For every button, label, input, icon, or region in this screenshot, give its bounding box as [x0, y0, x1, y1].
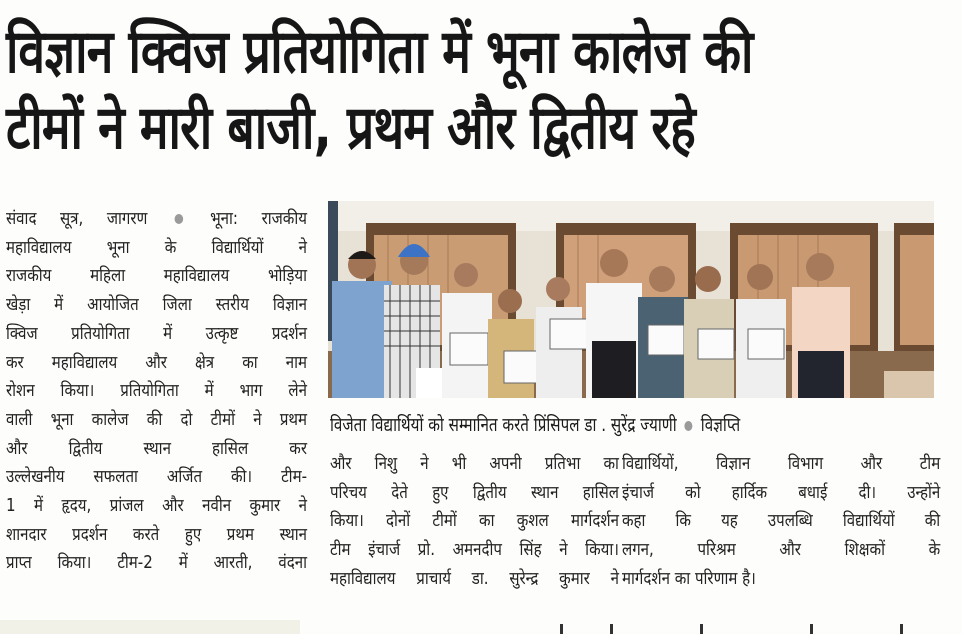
caption-credit: विज्ञप्ति [700, 414, 741, 436]
body-line: महाविद्यालय प्राचार्य डा. सुरेन्द्र कुमार ने [330, 568, 619, 589]
body-line: और द्वितीय स्थान हासिल कर [6, 438, 307, 459]
body-line: लगन, परिश्रम और शिक्षकों के [622, 540, 941, 561]
byline-line [6, 205, 307, 234]
body-line: राजकीय महिला महाविद्यालय भोड़िया [6, 266, 307, 287]
body-line: मार्गदर्शन का परिणाम है। [622, 568, 756, 589]
cropped-next-headline [500, 622, 960, 634]
group-photo [328, 201, 934, 398]
body-line: क्विज प्रतियोगिता में उत्कृष्ट प्रदर्शन [6, 323, 307, 344]
body-line: उल्लेखनीय सफलता अर्जित की। टीम- [6, 467, 307, 488]
body-line: रोशन किया। प्रतियोगिता में भाग लेने [6, 381, 307, 402]
photo-caption [330, 412, 810, 438]
body-line: किया। दोनों टीमों का कुशल मार्गदर्शन [330, 511, 619, 532]
body-line: शानदार प्रदर्शन करते हुए प्रथम स्थान [6, 524, 307, 545]
byline-dateline: भूना: [210, 209, 238, 229]
headline-line-1: विज्ञान क्विज प्रतियोगिता में भूना कालेज की [6, 17, 753, 87]
headline-line-2: टीमों ने मारी बाजी, प्रथम और द्वितीय रहे [6, 93, 695, 163]
body-line: विद्यार्थियों, विज्ञान विभाग और टीम [622, 454, 941, 474]
article-column-left [6, 205, 307, 578]
body-line: वाली भूना कालेज की दो टीमों ने प्रथम [6, 409, 307, 430]
body-line: इंचार्ज को हार्दिक बधाई दी। उन्होंने [622, 482, 941, 503]
grey-dot-icon [685, 421, 693, 431]
grey-dot-icon [174, 214, 183, 224]
caption-text: विजेता विद्यार्थियों को सम्मानित करते प्रिंसिपल डा . सुरेंद्र ज्याणी [330, 414, 677, 436]
body-line: प्राप्त किया। टीम-2 में आरती, वंदना [6, 553, 307, 574]
adjacent-article-edge [0, 620, 300, 634]
article-column-middle [330, 450, 619, 594]
body-line: महाविद्यालय भूना के विद्यार्थियों ने [6, 237, 307, 258]
body-line: कहा कि यह उपलब्धि विद्यार्थियों की [622, 511, 941, 532]
body-line: कर महाविद्यालय और क्षेत्र का नाम [6, 352, 307, 373]
body-line: 1 में हृदय, प्रांजल और नवीन कुमार ने [6, 496, 307, 517]
body-line: परिचय देते हुए द्वितीय स्थान हासिल [330, 482, 619, 503]
body-line: खेड़ा में आयोजित जिला स्तरीय विज्ञान [6, 295, 307, 316]
body-line: टीम इंचार्ज प्रो. अमनदीप सिंह ने किया। [330, 540, 619, 561]
body-text: राजकीय [261, 209, 307, 229]
headline [6, 14, 766, 166]
body-line: और निशु ने भी अपनी प्रतिभा का [330, 454, 619, 474]
article-column-right [622, 450, 940, 594]
byline-source: संवाद सूत्र, जागरण [6, 209, 148, 229]
